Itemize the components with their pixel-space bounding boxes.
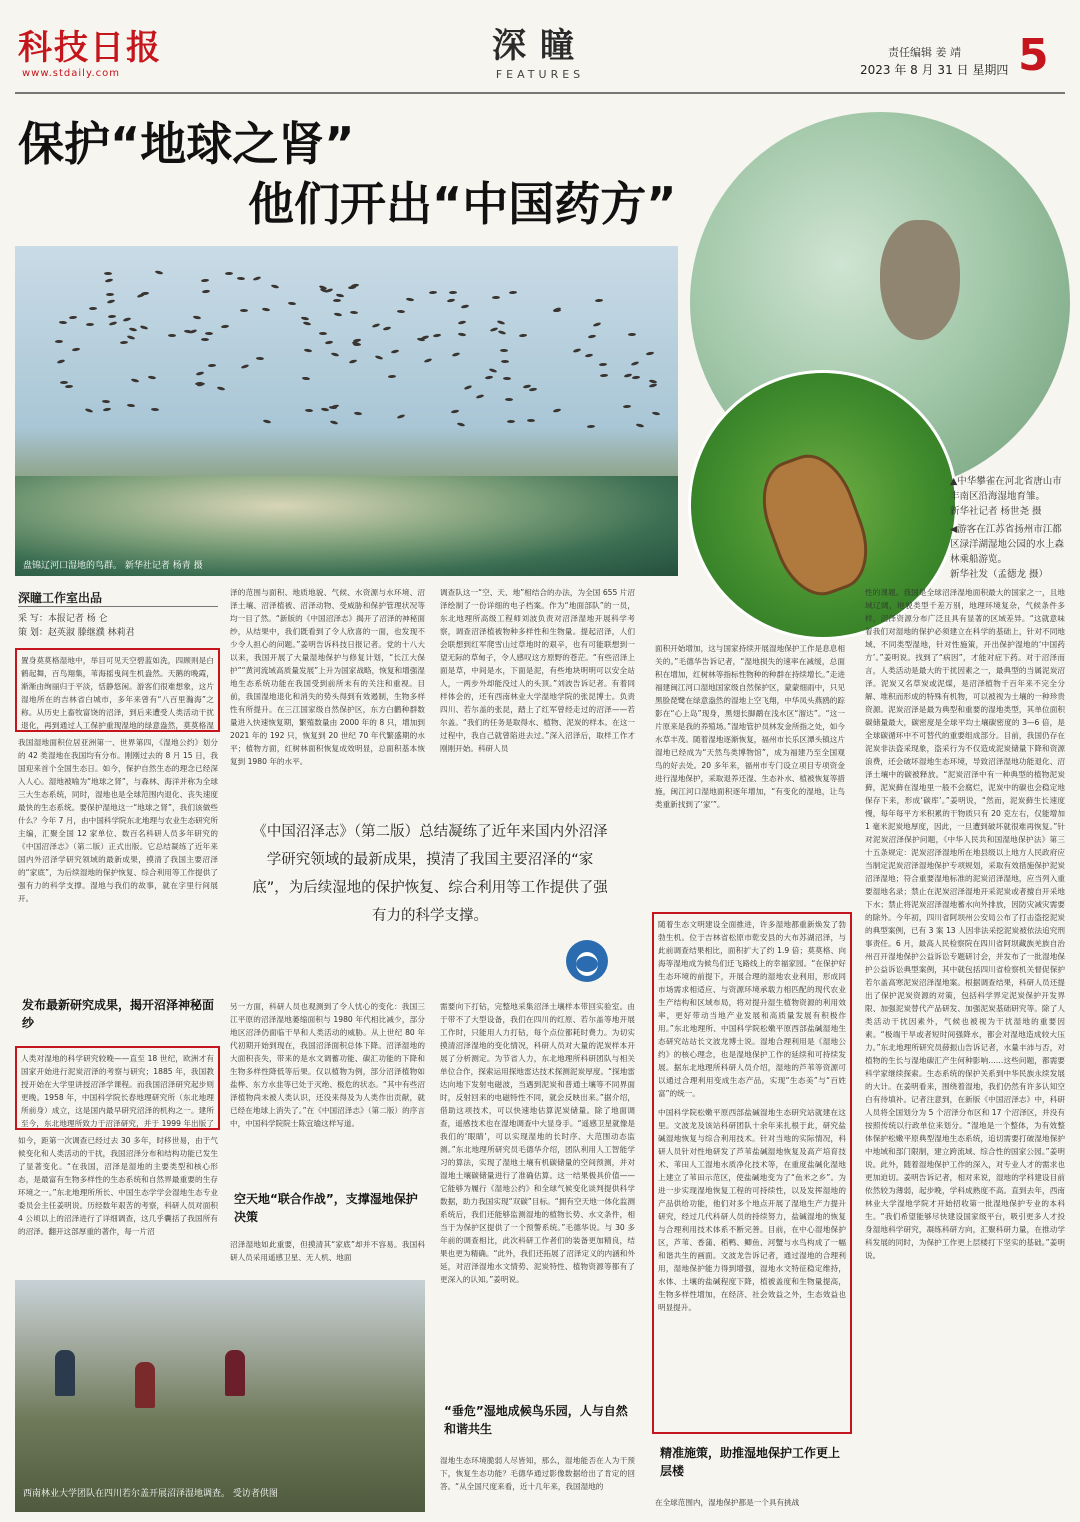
newspaper-logo: 科技日报 xyxy=(18,28,162,68)
bird-shape xyxy=(519,334,527,338)
bird-shape xyxy=(86,323,94,326)
bird-shape xyxy=(334,313,342,318)
bird-shape xyxy=(349,359,358,364)
bird-shape xyxy=(304,349,312,353)
bird-shape xyxy=(492,296,500,299)
bird-shape xyxy=(457,422,466,427)
bird-shape xyxy=(319,332,327,335)
researcher-figure xyxy=(225,1350,245,1396)
bird-shape xyxy=(630,361,639,366)
bird-shape xyxy=(397,413,406,418)
bird-shape xyxy=(600,373,608,377)
bird-shape xyxy=(217,386,225,391)
section-title: 深瞳 xyxy=(492,26,588,66)
bird-shape xyxy=(587,425,595,429)
bird-shape xyxy=(391,350,399,355)
body-col2-a: 泽的范围与面积、地质地貌、气候、水资源与水环境、沼泽土壤、沼泽植被、沼泽动物、受威胁和保护管理状况等均一目了然。“新版的《中国沼泽志》揭开了沼泽的神秘面纱，从结果中，我们既看到了令人欣喜的一面，也发现不少令人担心的问题。”姜明告诉科技日报记者。党的十八大以来，我国开展了大量湿地保护与修复计划，“长江大保护”“黄河流域高质量发展”上升为国家战略，恢复和增强湿地生态系统功能在我国受到前所未有的关注和重视。目前，我国湿地退化和消失的势头得到有效遏制，生物多样性有所提升。在三江国家级自然保护区，东方白鹳种群数量进入快速恢复期，繁殖数量由 2000 年的 8 只，增加到 2021 年的 192 只，恢复到 20 世纪 70 年代繁盛期的水平；植物方面，红树林面积恢复成效明显，总面积基本恢复到 1980 年的水平。 xyxy=(230,588,425,766)
photo-caption-2: ◀游客在江苏省扬州市江都区渌洋湖湿地公园的水上森林乘船游览。 xyxy=(950,524,1065,565)
bird-shape xyxy=(127,404,135,408)
bottom-photo-caption: 西南林业大学团队在四川若尔盖开展沼泽湿地调查。 受访者供图 xyxy=(23,1489,278,1499)
bird-shape xyxy=(155,270,163,275)
bird-shape xyxy=(646,351,654,355)
bird-shape xyxy=(464,384,473,389)
bird-shape xyxy=(652,412,660,416)
bird-shape xyxy=(262,308,270,312)
bird-shape xyxy=(451,352,460,357)
bird-shape xyxy=(263,419,271,424)
bird-shape xyxy=(348,285,356,289)
bird-shape xyxy=(102,400,110,403)
bird-shape xyxy=(406,297,414,301)
photo-credit-1: 新华社记者 杨世尧 摄 xyxy=(950,506,1042,517)
bird-shape xyxy=(509,291,517,295)
bird-shape xyxy=(60,381,68,384)
bird-shape xyxy=(57,359,66,364)
bird-shape xyxy=(595,299,603,303)
bird-shape xyxy=(225,272,233,275)
bird-shape xyxy=(632,376,640,380)
body-col3-a: 调查队这一“空、天、地”相结合的办法，为全国 655 片沼泽绘制了一份详细的电子档案。作为“地面部队”的一员，东北地理所高级工程师刘波负责对沼泽湿地开展科学考察，调查沼泽植被物种多样性和生物量。提起沼泽，人们会联想到红军爬雪山过草地时的艰辛，也有可能联想到一望无际的草甸子，令人感叹这方原野的苍茫。“有些沼泽上面是草，中间是水，下面是泥，有些地块明明可以安全站人，一两步外却能没过人的头顶。”刘波告诉记者。有着同样体会的，还有西南林业大学湿地学院的张昆博士。负责四川、若尔盖的张昆，踏上了红军曾经走过的沼泽——若尔盖。“我们的任务是取得水、植物、泥炭的样本。在这一过程中，我自己就曾陷进去过。”深入沼泽后，取样工作才刚刚开始。科研人员 xyxy=(440,588,635,753)
photo-credit-2: 新华社发（孟德龙 摄） xyxy=(950,569,1049,580)
researcher-figure xyxy=(55,1350,75,1396)
bird-shape xyxy=(237,277,245,281)
bird-shape xyxy=(485,375,493,379)
body-col2-b: 另一方面，科研人员也观测到了令人忧心的变化：我国三江平原的沼泽湿地萎缩面积与 1980 年代相比减少，部分地区沼泽仍面临干旱和人类活动的威胁。从上世纪 80 年代初期开始到现在，我国沼泽面积总体下降。沼泽湿地的大面积丧失，带来的是水文调蓄功能、碳汇功能的下降和生物多样性降低等后果。仅以植物为例，部分沼泽植物如盐桦、东方水韭等已处于灭绝、极危的状态。“其中有些沼泽植物尚未被人类认识，还没来得及为人类作出贡献，就已经在地球上消失了。”在《中国沼泽志》（第二版）的序言中，中国科学院院士陈宜瑜这样写道。 xyxy=(230,1002,425,1128)
section-title-en: FEATURES xyxy=(495,68,585,81)
body-col1-b: 我国湿地面积位居亚洲第一、世界第四，《湿地公约》划分的 42 类湿地在我国均有分布。刚刚过去的 8 月 15 日，我国迎来首个全国生态日。如今，保护自然生态的理念已经深入人心。湿地被喻为“地球之肾”，与森林、海洋并称为全球三大生态系统，同时，湿地也是全球范围内退化、丧失速度最快的生态系统。要保护湿地这一“地球之肾”，我们该做些什么？今年 7 月，由中国科学院东北地理与农业生态研究所主编，汇聚全国 12 家单位、数百名科研人员多年研究的《中国沼泽志》（第二版）正式出版。它总结凝练了近年来国内外沼泽学研究领域的最新成果，摸清了我国主要沼泽的“家底”，为后续湿地的保护恢复、综合利用等工作提供了强有力的科学支撑。湿地与我们的故事，就在字里行间展开。 xyxy=(18,738,218,903)
bird-shape xyxy=(241,364,250,369)
bird-shape xyxy=(59,321,67,324)
bird-shape xyxy=(196,371,204,376)
workshop-label: 深瞳工作室出品 xyxy=(18,591,103,605)
bird-shape xyxy=(89,307,97,310)
bird-shape xyxy=(193,315,201,320)
bird-shape xyxy=(202,289,210,293)
bird-shape xyxy=(150,408,158,412)
bird-shape xyxy=(141,291,149,295)
bird-shape xyxy=(131,378,139,383)
bird-shape xyxy=(140,325,149,330)
bird-shape xyxy=(122,317,131,322)
pull-quote: 《中国沼泽志》（第二版）总结凝练了近年来国内外沼泽学研究领域的最新成果，摸清了我国主要沼泽的“家底”，为后续湿地的保护恢复、综合利用等工作提供了强有力的科学支撑。 xyxy=(252,824,608,924)
bird-shape xyxy=(104,278,112,283)
bird-shape xyxy=(331,352,340,357)
bird-shape xyxy=(302,321,310,326)
bird-shape xyxy=(446,299,454,303)
bird-shape xyxy=(350,310,358,314)
bird-shape xyxy=(106,293,114,296)
bird-shape xyxy=(490,327,499,332)
page-number: 5 xyxy=(1018,30,1049,81)
bird-shape xyxy=(354,412,362,416)
bird-shape xyxy=(497,319,506,324)
body-col1-d: 如今，距第一次调查已经过去 30 多年，时移世易，由于气候变化和人类活动的干扰，我国沼泽分布和结构功能已发生了显著变化。“在我国，沼泽是湿地的主要类型和核心形态，是最富有生物多样性的生态系统和自然界最重要的生存环境之一。”东北地理所所长、中国生态学学会湿地生态专业委员会主任姜明说。历经数年艰苦的考察，科研人员对面积 4 公顷以上的沼泽进行了详细调查，这几乎囊括了我国所有的沼泽。翻开这部厚重的著作，每一片沼 xyxy=(18,1136,218,1236)
bird-shape xyxy=(423,358,432,363)
bird-shape xyxy=(636,423,644,428)
bird-shape xyxy=(451,409,459,413)
nest-shape xyxy=(880,220,960,340)
bird-shape xyxy=(270,284,279,289)
headline-line-2: 他们开出“中国药方” xyxy=(248,177,677,231)
bird-shape xyxy=(168,333,176,336)
bird-shape xyxy=(592,322,601,327)
bird-shape xyxy=(189,329,198,334)
logo-url: www.stdaily.com xyxy=(22,68,120,79)
bird-shape xyxy=(397,310,405,313)
bird-shape xyxy=(501,360,509,363)
bird-shape xyxy=(302,376,310,380)
headline-line-1: 保护“地球之肾” xyxy=(18,117,355,171)
bird-shape xyxy=(256,357,264,360)
bird-shape xyxy=(205,332,213,335)
bird-shape xyxy=(573,348,582,353)
subhead-4: 精准施策，助推湿地保护工作更上层楼 xyxy=(660,1446,841,1478)
bird-shape xyxy=(325,341,333,345)
issue-date: 2023 年 8 月 31 日 星期四 xyxy=(860,63,1009,77)
bird-shape xyxy=(85,408,94,413)
bird-flock-photo xyxy=(15,246,678,576)
bird-shape xyxy=(622,404,630,407)
bird-shape xyxy=(588,334,596,338)
bird-shape xyxy=(108,314,116,317)
bird-shape xyxy=(599,363,607,366)
bird-shape xyxy=(433,334,441,338)
subhead-3: “垂危”湿地成候鸟乐园，人与自然和谐共生 xyxy=(444,1404,628,1436)
bird-shape xyxy=(585,353,593,357)
bird-shape xyxy=(72,348,80,352)
bird-shape xyxy=(475,394,484,399)
bird-shape xyxy=(305,409,313,412)
body-col1-a: 置身莫莫格湿地中，举目可见天空碧蓝如洗，四顾则是白鹤起舞，百鸟翔集，苇海摇曳间生机盎然。天鹅的晚霞，渐渐由绚丽归于平淡，恬静悠闲。游客们很难想象，这片湿地所在的吉林省白城市，多年来曾有“八百里瀚海”之称。从历史上畜牧富饶的沼泽，到后来遭受人类活动干扰退化，再到通过人工保护重现湿地的绿意盎然，莫莫格湿 xyxy=(15,648,220,732)
reporter-credit: 采 写：本报记者 杨 仑 xyxy=(18,614,108,624)
bird-shape xyxy=(201,338,209,341)
bird-shape xyxy=(458,321,466,326)
bird-shape xyxy=(527,419,535,422)
bird-shape xyxy=(330,420,339,425)
body-col4-a: 面积开始增加，这与国家持续开展湿地保护工作是息息相关的。”毛德华告诉记者，“湿地损失的速率在减缓，总面积在增加，红树林等指标性物种的种群在持续增长。”走进福建闽江河口湿地国家级自然保护区，蒙蒙细雨中，只见黑脸琵鹭在绿意盎然的湿地上空飞翔，中华凤头燕鸥的踪影在“心上岛”现身，黑翅长脚鹬在浅水区“溜达”。“这一片原来是我的养殖场。”湿地管护员林发金所指之处，如今水草丰茂。随着湿地逐渐恢复，福州市长乐区潭头镇这片湿地已经成为“天然鸟类博物馆”，成为福建乃至全国观鸟的好去处。20 多年来，福州市专门设立项目专项资金进行湿地保护，采取退养还湿、生态补水、植被恢复等措施，闽江河口湿地面积逐年增加，“有变化的湿地，让鸟类重新找到了‘家’”。 xyxy=(655,644,845,809)
body-col5-a: 性的课题。我国是全球沼泽湿地面积最大的国家之一，且地域辽阔，地貌类型千差万别，地理环境复杂，气候条件多样，沼泽资源分布广泛且具有显著的区域差异。“这就意味着我们对湿地的保护必须建立在科学的基础上，针对不同地域、不同类型湿地，针对性施策，开出保护湿地的‘中国药方’。”姜明说。找到了“病因”，才能对症下药。对于沼泽而言，人类活动是最大的干扰因素之一，最典型的当属泥炭沼泽。泥炭又名草炭或泥煤，是沼泽植物千百年来不完全分解、堆积而形成的特殊有机物，可以被视为土壤的一种珍贵资源。泥炭沼泽是最为典型和重要的湿地类型，其单位面积碳储量最大，碳密度是全球平均土壤碳密度的 3—6 倍，是全球碳循环中不可替代的重要组成部分。目前，我国仍存在泥炭非法盗采现象，盗采行为不仅造成泥炭储量下降和资源浪费，还会破坏湿地生态环境，导致沼泽湿地功能退化、沼泽土壤中的碳被释放。“泥炭沼泽中有一种典型的植物泥炭藓，泥炭藓在湿地里一般不会腐烂，泥炭中的碳也会稳定地保存下来，形成‘碳库’。”姜明说，“然而，泥炭藓生长速度慢，每年每平方米积累的干物质只有 20 克左右，仅能增加 1 毫米泥炭地厚度，因此，一旦遭到破坏就很难再恢复。”针对泥炭沼泽保护问题，《中华人民共和国湿地保护法》第三十五条规定：泥炭沼泽湿地所在地县级以上地方人民政府应当制定泥炭沼泽湿地保护专项规划，采取有效措施保护泥炭沼泽湿地；符合重要湿地标准的泥炭沼泽湿地，应当列入重要湿地名录；禁止在泥炭沼泽湿地开采泥炭或者擅自开采地下水；禁止将泥炭沼泽湿地蓄水向外排放，因防灾减灾需要的除外。今年初，四川省阿坝州公安局公布了打击盗挖泥炭的典型案例，已有 3 案 13 人因非法采挖泥炭被依法追究刑事责任。6 月，最高人民检察院在四川省阿坝藏族羌族自治州召开湿地保护公益诉讼专题研讨会，并发布了一批湿地保护公益诉讼典型案例，其中就包括四川省检察机关督促保护若尔盖高寒泥炭沼泽湿地案。根据调查结果，科研人员还提出了保护泥炭资源的对策，包括科学界定泥炭保护开发界限、加强泥炭替代产品研发、加强泥炭基础研究等。除了人类活动干扰因素外，气候也被视为干扰湿地的重要因素。“极端干旱或者短时间强降水，都会对湿地造成较大压力。”东北地理所研究员薛振山告诉记者，水量丰沛与否，对植物的生长与湿地碳汇产生何种影响……这些问题，都需要科学家继续探索。生态系统的保护关系到中华民族永续发展的大计。在姜明看来，围绕着湿地，我们仍然有许多认知空白有待填补。记者注意到，在新版《中国沼泽志》中，科研人员将全国划分为 5 个沼泽分布区和 17 个沼泽区，并没有按照传统以行政单位来划分。“湿地是一个整体，为有效整体保护松嫩平原典型湿地生态系统，追切需要打破湿地保护中地域和部门限制，建立跨流域、综合性的国家公园。”姜明说。此外，随着湿地保护工作的深入，对专业人才的需求也更加迫切。姜明告诉记者，相对来说，湿地的学科建设目前依然较为薄弱，起步晚，学科成熟度不高。直到去年，西南林业大学湿地学院才开始招收第一批湿地保护专业的本科生。“我们希望能够尽快建设国家级平台，吸引更多人才投身湿地科学研究，凝练科研方向，汇聚科研力量，在推动学科发展的同时，为保护工作更上层楼打下坚实的基础。”姜明说。 xyxy=(865,588,1065,1260)
bird-shape xyxy=(371,323,380,328)
bird-shape xyxy=(649,383,657,388)
bird-shape xyxy=(103,407,111,411)
bird-shape xyxy=(55,340,63,343)
bird-shape xyxy=(201,279,209,283)
bird-shape xyxy=(336,294,344,299)
masthead-rule xyxy=(15,92,1065,94)
bird-shape xyxy=(108,321,117,326)
bird-shape xyxy=(208,364,216,367)
body-col4-d: 在全球范围内，湿地保护都是一个具有挑战 xyxy=(655,1498,800,1507)
section-emblem-icon xyxy=(566,940,608,982)
body-col1-c: 人类对湿地的科学研究较晚——直至 18 世纪，欧洲才有国家开始进行泥炭沼泽的考察与研究；1885 年，我国教授开始在大学里讲授沼泽学课程。而我国沼泽研究起步则更晚。1958 年，中国科学院长春地理研究所（东北地理所前身）成立，这是国内最早研究沼泽的机构之一。建所至今，东北地理所致力于沼泽研究，并于 1999 年出版了 xyxy=(15,1046,220,1130)
main-photo-caption: 盘锦辽河口湿地的鸟群。 新华社记者 杨青 摄 xyxy=(23,561,203,571)
body-col4-b xyxy=(652,912,852,1434)
subhead-2: 空天地“联合作战”，支撑湿地保护决策 xyxy=(234,1192,418,1224)
bird-shape xyxy=(503,377,511,380)
bird-shape xyxy=(429,291,437,295)
bird-shape xyxy=(374,355,383,360)
body-col2-c: 沼泽湿地如此重要，但摸清其“家底”却并不容易。我国科研人员采用遥感卫星、无人机、地面 xyxy=(230,1240,425,1262)
bird-shape xyxy=(301,317,309,322)
bird-shape xyxy=(288,301,296,305)
bird-shape xyxy=(458,332,466,336)
bird-shape xyxy=(333,299,341,302)
bird-shape xyxy=(65,385,73,388)
bird-shape xyxy=(461,304,469,309)
bird-shape xyxy=(127,335,136,340)
bird-shape xyxy=(553,408,561,413)
body-col3-b: 需要向下打钻，完整地采集沼泽土壤样本带回实验室。由于带不了大型设备，我们在四川的红原、若尔盖等地开展工作时，只能用人力打钻，每个点位都耗时费力。为切实摸清沼泽湿地的变化情况，科研人员对大量的泥炭样本开展了分析测定。为节省人力，东北地理所科研团队与相关单位合作，探索运用探地雷达技术探测泥炭厚度。“探地雷达向地下发射电磁波，当遇到泥炭和普通土壤等不同界面时，反射回来的电磁特性不同，就会反映出来。”据介绍，借助这项技术，可以快速地估算泥炭储量。除了地面调查，遥感技术也在湿地调查中大显身手。“遥感卫星就像是我们的‘眼睛’，可以实现湿地的长时序、大范围动态监测。”东北地理所研究员毛德华介绍，团队利用人工智能学习的算法，实现了湿地土壤有机碳储量的空间预测，并对湿地土壤碳储量进行了准确估算。这一结果极具价值——它能够为履行《湿地公约》和全球气候变化谈判提供科学数据，助力我国实现“双碳”目标。“拥有空天地一体化监测系统后，我们还能够监测湿地的植物长势、水文条件，相当于为保护区提供了一个预警系统。”毛德华说。与 30 多年前的调查相比，此次科研工作者们的装备更加精良，结果也更为精确。“此外，我们还拓展了沼泽定义的内涵和外延，对沼泽湿地水文情势、泥炭特性、植物资源等都有了更深入的认知。”姜明说。 xyxy=(440,1002,635,1284)
bird-shape xyxy=(553,309,561,313)
bird-shape xyxy=(240,309,248,312)
byline-rule xyxy=(18,606,218,607)
bird-shape xyxy=(147,376,155,380)
bird-shape xyxy=(69,316,77,320)
planner-credit: 策 划：赵英淑 滕继濮 林莉君 xyxy=(18,628,135,638)
fieldwork-photo xyxy=(15,1280,425,1512)
body-col4-c-text: 中国科学院松嫩平原西部盐碱湿地生态研究站就建在这里。文波龙及该站科研团队十余年来扎根于此，研究盐碱湿地恢复与综合利用技术。针对当地的实际情况，科研人员针对性地研发了芦苇盐碱湿地恢复及高产培育技术、苇田人工湿地水质净化技术等，在重度盐碱化湿地上建立了苇田示范区，使盐碱地变为了“鱼米之乡”。为进一步实现湿地恢复工程的可持续性，以及发挥湿地的产品供给功能，他们对多个地点开展了湿地生产力提升研究，经过几代科研人员的持续努力，盐碱湿地的恢复与合理利用技术体系不断完善。目前，在中心湿地保护区，芦苇、香蒲、稻鸭、鲫鱼、河蟹与水鸟构成了一幅和谐共生的画面。文波龙告诉记者，通过湿地的合理利用，湿地保护能力得到增强，湿地水文特征稳定维持，水体、土壤的盐碱程度下降，植被盖度和生物量提高，生物多样性增加，在经济、社会效益之外，生态效益也明显提升。 xyxy=(658,1108,846,1312)
bird-shape xyxy=(505,398,513,401)
bird-shape xyxy=(388,375,396,379)
bird-shape xyxy=(353,343,361,346)
bird-shape xyxy=(129,327,137,332)
researcher-figure xyxy=(135,1362,155,1408)
bird-shape xyxy=(106,299,114,304)
body-col3-c: 湿地生态环境脆弱人尽皆知，那么，湿地能否在人为干预下，恢复生态功能？毛德华通过影像数据给出了肯定的回答。“从全国尺度来看，近十几年来，我国湿地的 xyxy=(440,1456,635,1491)
editor-credit: 责任编辑 姜 靖 xyxy=(888,46,961,59)
bird-shape xyxy=(628,333,636,336)
bird-shape xyxy=(489,367,498,372)
bird-shape xyxy=(120,341,128,344)
bird-shape xyxy=(383,326,391,331)
subhead-1: 发布最新研究成果，揭开沼泽神秘面纱 xyxy=(22,998,215,1030)
bird-shape xyxy=(498,330,507,335)
bird-shape xyxy=(500,349,508,352)
bird-shape xyxy=(104,272,112,275)
bird-shape xyxy=(449,291,457,294)
bird-shape xyxy=(221,325,229,329)
bird-shape xyxy=(529,387,537,391)
photo-caption-1: ▲中华攀雀在河北省唐山市丰南区沿海湿地育雏。 xyxy=(950,476,1062,502)
bird-shape xyxy=(253,276,262,281)
body-col4-b-text: 随着生态文明建设全面推进，许多湿地都重新焕发了勃勃生机。位于吉林省松原市乾安县的大布苏湖沼泽，与此前调查结果相比，面积扩大了约 1.9 倍；莫莫格、向海等湿地成为候鸟们迁飞路线上的幸福家园。“在保护好生态环境的前提下，开展合理的湿地农业利用，形成同市场需求相适应、与资源环境承载力相匹配的现代农业生产结构和区域布局，将对提升湿生植物资源的利用效率，更好带动当地产业发展和高质量发展有积极作用。”东北地理所、中国科学院松嫩平原西部盐碱湿地生态研究站站长文波龙博士说。湿地合理利用是《湿地公约》的核心理念，也是湿地保护工作的延续和可持续发展。据东北地理所科研人员介绍，湿地的芦苇等资源可以通过合理利用变成生态产品，实现“生态美”与“百姓富”的统一。 xyxy=(658,920,846,1098)
bird-shape xyxy=(507,419,515,422)
